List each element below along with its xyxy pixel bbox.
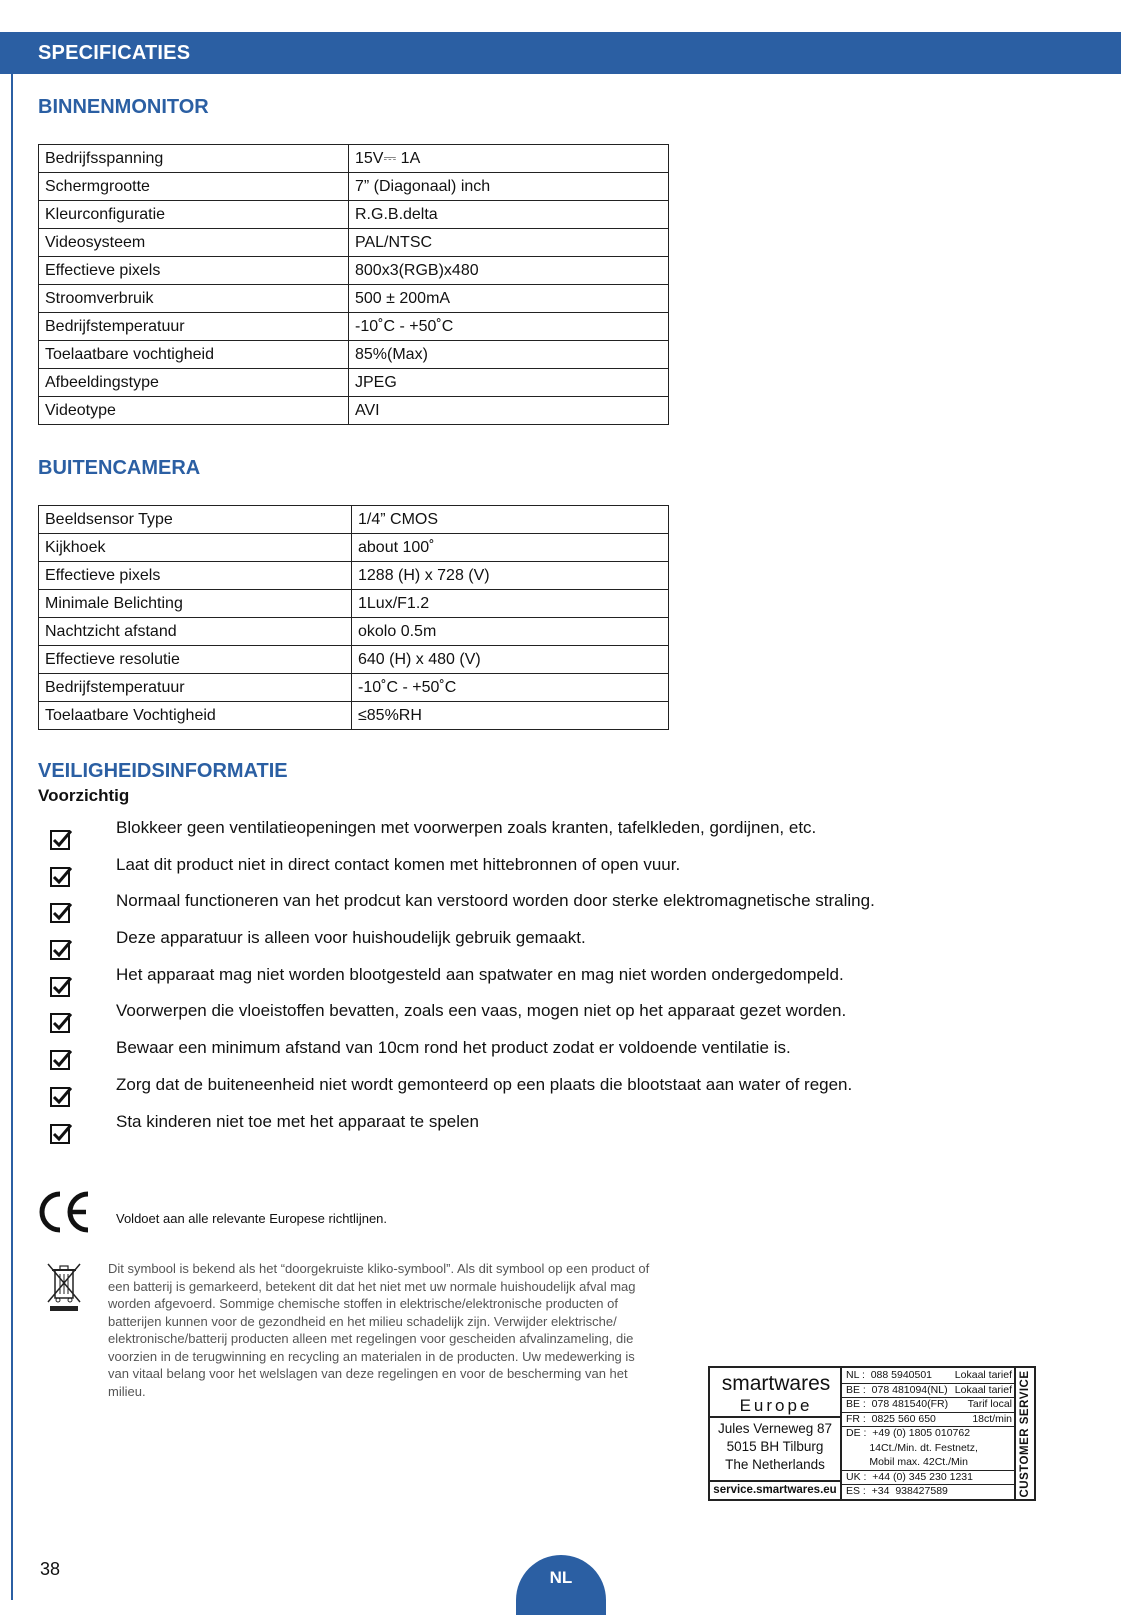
service-phone: FR : 0825 560 650 [846, 1412, 936, 1425]
caution-item [50, 928, 1090, 965]
spec-value: 1/4” CMOS [352, 506, 669, 534]
caution-list [50, 818, 1090, 1148]
checkbox-checked-icon [50, 938, 72, 960]
crossed-bin-icon [46, 1260, 82, 1312]
service-phone-row [842, 1442, 1016, 1454]
page-header [0, 32, 1121, 74]
spec-label: Nachtzicht afstand [39, 618, 352, 646]
spec-label: Kleurconfiguratie [39, 201, 349, 229]
spec-row [39, 397, 669, 425]
spec-row [39, 590, 669, 618]
service-phone-row [842, 1485, 1016, 1497]
divider [710, 1416, 840, 1418]
service-phone-row [842, 1384, 1016, 1396]
customer-service-label: CUSTOMER SERVICE [1019, 1369, 1031, 1498]
spec-value: okolo 0.5m [352, 618, 669, 646]
indoor-spec-table [38, 144, 669, 425]
service-row-divider [842, 1484, 1016, 1485]
spec-row [39, 506, 669, 534]
spec-value: 7” (Diagonaal) inch [349, 173, 669, 201]
address-line: 5015 BH Tilburg [726, 1439, 824, 1454]
spec-label: Kijkhoek [39, 534, 352, 562]
brand-sub: Europe [739, 1396, 813, 1415]
checkbox-checked-icon [50, 901, 72, 923]
service-phone: 14Ct./Min. dt. Festnetz, [846, 1441, 978, 1454]
spec-value: 85%(Max) [349, 341, 669, 369]
ce-mark-icon [36, 1190, 92, 1234]
spec-label: Beeldsensor Type [39, 506, 352, 534]
spec-label: Minimale Belichting [39, 590, 352, 618]
caution-item [50, 891, 1090, 928]
service-rate: 18ct/min [972, 1412, 1012, 1425]
spec-value: about 100˚ [352, 534, 669, 562]
service-phone: ES : +34 938427589 [846, 1485, 948, 1497]
spec-row [39, 145, 669, 173]
address-line: The Netherlands [725, 1457, 825, 1472]
safety-section-title: VEILIGHEIDSINFORMATIE [38, 760, 288, 782]
brand-logo: smartwares [721, 1372, 831, 1395]
service-row-divider [842, 1383, 1016, 1384]
caution-item [50, 1038, 1090, 1075]
service-phone-row [842, 1456, 1016, 1468]
header-title: SPECIFICATIES [38, 42, 191, 64]
caution-text: Sta kinderen niet toe met het apparaat te spelen [116, 1111, 479, 1131]
service-phone-row [842, 1398, 1016, 1410]
caution-text: Het apparaat mag niet worden blootgesteld aan spatwater en mag niet worden ondergedompeld. [116, 964, 844, 984]
language-tab [516, 1555, 606, 1615]
spec-row [39, 341, 669, 369]
service-phone-list [842, 1368, 1016, 1499]
spec-row [39, 674, 669, 702]
service-phone: DE : +49 (0) 1805 010762 [846, 1427, 971, 1439]
spec-label: Toelaatbare vochtigheid [39, 341, 349, 369]
spec-label: Bedrijfsspanning [39, 145, 349, 173]
safety-subtitle: Voorzichtig [38, 786, 130, 805]
caution-text: Blokkeer geen ventilatieopeningen met voorwerpen zoals kranten, tafelkleden, gordijnen, etc. [116, 818, 817, 837]
service-address-panel [710, 1368, 842, 1499]
caution-text: Normaal functioneren van het prodcut kan verstoord worden door sterke elektromagnetische straling. [116, 891, 875, 911]
caution-item [50, 855, 1090, 892]
left-margin-bar [11, 74, 13, 1600]
spec-value: 500 ± 200mA [349, 285, 669, 313]
checkbox-checked-icon [50, 828, 72, 850]
spec-value: -10˚C - +50˚C [349, 313, 669, 341]
service-phone: NL : 088 5940501 [846, 1369, 933, 1381]
spec-row [39, 702, 669, 730]
language-label: NL [549, 1568, 573, 1587]
caution-text: Zorg dat de buiteneenheid niet wordt gemonteerd op een plaats die blootstaat aan water of regen. [116, 1074, 853, 1094]
checkbox-checked-icon [50, 1085, 72, 1107]
caution-item [50, 965, 1090, 1002]
caution-item [50, 1001, 1090, 1038]
spec-row [39, 646, 669, 674]
service-phone: BE : 078 481094(NL) [846, 1383, 948, 1396]
spec-value: PAL/NTSC [349, 229, 669, 257]
indoor-section-title: BINNENMONITOR [38, 96, 209, 118]
service-row-divider [842, 1470, 1016, 1471]
caution-text: Deze apparatuur is alleen voor huishoudelijk gebruik gemaakt. [116, 928, 586, 948]
spec-row [39, 534, 669, 562]
service-phone-row [842, 1471, 1016, 1483]
service-row-divider [842, 1412, 1016, 1413]
caution-text: Voorwerpen die vloeistoffen bevatten, zoals een vaas, mogen niet op het apparaat gezet worden. [116, 1001, 847, 1021]
spec-label: Videotype [39, 397, 349, 425]
service-phone-row [842, 1369, 1016, 1381]
customer-service-box [708, 1366, 1036, 1501]
caution-text: Laat dit product niet in direct contact komen met hittebronnen of open vuur. [116, 854, 681, 874]
spec-row [39, 618, 669, 646]
caution-item [50, 1112, 1090, 1149]
spec-value: 800x3(RGB)x480 [349, 257, 669, 285]
spec-value: 640 (H) x 480 (V) [352, 646, 669, 674]
spec-label: Toelaatbare Vochtigheid [39, 702, 352, 730]
spec-value: 1Lux/F1.2 [352, 590, 669, 618]
spec-label: Effectieve pixels [39, 257, 349, 285]
service-rate: Lokaal tarief [954, 1383, 1012, 1396]
service-address [710, 1420, 840, 1474]
checkbox-checked-icon [50, 865, 72, 887]
spec-value: AVI [349, 397, 669, 425]
spec-row [39, 369, 669, 397]
outdoor-spec-table [38, 505, 669, 730]
address-line: Jules Verneweg 87 [717, 1421, 833, 1436]
spec-label: Videosysteem [39, 229, 349, 257]
spec-row [39, 313, 669, 341]
spec-row [39, 201, 669, 229]
service-website-link[interactable]: service.smartwares.eu [713, 1484, 837, 1496]
spec-value: 1288 (H) x 728 (V) [352, 562, 669, 590]
spec-label: Effectieve resolutie [39, 646, 352, 674]
page-number: 38 [40, 1559, 61, 1579]
service-phone-row [842, 1413, 1016, 1425]
service-phone: BE : 078 481540(FR) [846, 1398, 949, 1410]
service-rate: Lokaal tarief [954, 1369, 1012, 1381]
weee-text: Dit symbool is bekend als het “doorgekruiste kliko-symbool”. Als dit symbool op een product of een batterij is gemarkeerd, betekent dit dat het niet met uw normale huishoudelijk afval mag worden afgevoerd. Sommige chemische stoffen in elektrische/elektronische producten of batterijen kunnen voor de gezondheid en het milieu schadelijk zijn. Verwijder elektrische/ elektronische/batterij producten alleen met regelingen voor gescheiden afvalinzameling, die voorzien in de terugwinning en recycling an materialen in de producten. Uw medewerking is van vitaal belang voor het welslagen van deze regelingen en voor de bescherming van het milieu. [108, 1261, 650, 1399]
spec-label: Afbeeldingstype [39, 369, 349, 397]
spec-label: Bedrijfstemperatuur [39, 313, 349, 341]
spec-value: ≤85%RH [352, 702, 669, 730]
ce-text: Voldoet aan alle relevante Europese richtlijnen. [116, 1211, 388, 1226]
service-phone: Mobil max. 42Ct./Min [846, 1456, 968, 1468]
service-row-divider [842, 1426, 1016, 1427]
service-rate: Tarif local [967, 1398, 1012, 1410]
spec-value: -10˚C - +50˚C [352, 674, 669, 702]
service-row-divider [842, 1397, 1016, 1398]
caution-text: Bewaar een minimum afstand van 10cm rond het product zodat er voldoende ventilatie is. [116, 1038, 791, 1058]
service-phone: UK : +44 (0) 345 230 1231 [846, 1470, 973, 1483]
caution-item [50, 818, 1090, 855]
spec-label: Schermgrootte [39, 173, 349, 201]
checkbox-checked-icon [50, 1048, 72, 1070]
spec-value: 15V⎓ 1A [349, 145, 669, 173]
spec-row [39, 562, 669, 590]
spec-label: Effectieve pixels [39, 562, 352, 590]
spec-value: JPEG [349, 369, 669, 397]
checkbox-checked-icon [50, 975, 72, 997]
checkbox-checked-icon [50, 1122, 72, 1144]
checkbox-checked-icon [50, 1011, 72, 1033]
spec-row [39, 229, 669, 257]
spec-row [39, 173, 669, 201]
caution-item [50, 1075, 1090, 1112]
service-vertical-label [1014, 1368, 1034, 1499]
service-phone-row [842, 1427, 1016, 1439]
spec-row [39, 285, 669, 313]
divider [710, 1480, 840, 1482]
spec-label: Stroomverbruik [39, 285, 349, 313]
spec-row [39, 257, 669, 285]
spec-label: Bedrijfstemperatuur [39, 674, 352, 702]
spec-value: R.G.B.delta [349, 201, 669, 229]
outdoor-section-title: BUITENCAMERA [38, 457, 201, 479]
